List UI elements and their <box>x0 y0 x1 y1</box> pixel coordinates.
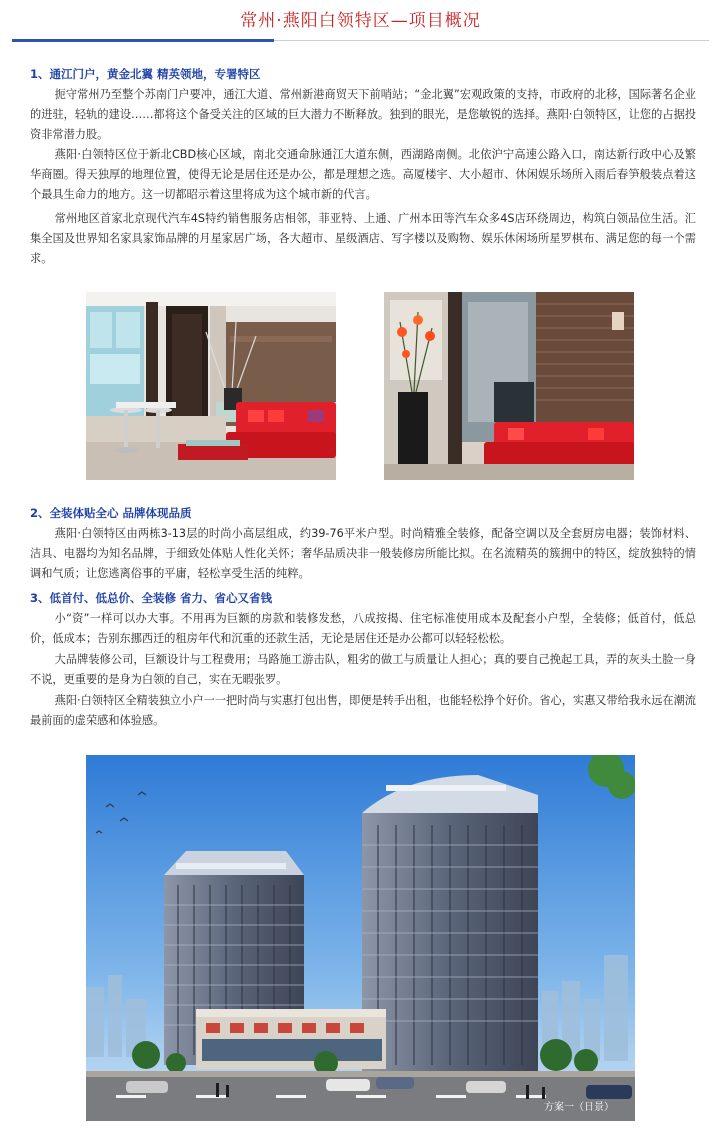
section-heading-2: 2、全装体贴全心 品牌体现品质 <box>30 506 192 520</box>
building-exterior-rendering <box>86 755 635 1121</box>
section-1-paragraph-2: 燕阳·白领特区位于新北CBD核心区域，南北交通命脉通江大道东侧，西湖路南侧。北依沪宁高速公路入口，南达新行政中心及繁华商圈。得天独厚的地理位置，使得无论是居住还是办公，都是理想之选。高厦楼宇、大小超市、休闲娱乐场所入雨后春笋般装点着这个最具生命力的地方。这一切都昭示着这里将成为这个城市新的代言。 <box>30 148 696 201</box>
interior-living-room-photo <box>86 292 336 480</box>
interior-lounge-photo <box>384 292 634 480</box>
section-heading-1: 1、通江门户，黄金北翼 精英领地，专署特区 <box>30 67 261 81</box>
section-1-paragraph-1: 扼守常州乃至整个苏南门户要冲，通江大道、常州新港商贸天下前哨站；“金北翼”宏观政策的支持，市政府的北移，国际著名企业的进驻，轻轨的建设……都将这个备受关注的区域的巨大潜力不断释放。独到的眼光，是您敏锐的选择。燕阳·白领特区，让您的占据投资非常潜力股。 <box>30 88 696 141</box>
title-bar <box>0 0 721 44</box>
page-title: 常州·燕阳白领特区—项目概况 <box>240 11 481 31</box>
section-heading-3: 3、低首付、低总价、全装修 省力、省心又省钱 <box>30 591 273 605</box>
section-2-paragraph-1: 燕阳·白领特区由两栋3-13层的时尚小高层组成，约39-76平米户型。时尚精雅全装修，配备空调以及全套厨房电器；装饰材料、洁具、电器均为知名品牌，于细致处体贴人性化关怀；奢华品质决非一般装修房所能比拟。在名流精英的簇拥中的特区，绽放独特的情调和气质；让您逃离俗事的平庸，轻松享受生活的纯粹。 <box>30 527 696 580</box>
section-3-paragraph-2: 大品牌装修公司，巨额设计与工程费用；马路施工游击队，粗劣的做工与质量让人担心；真的要自己挽起工具，弄的灰头土脸一身不说，更重要的是身为白领的自己，实在无暇张罗。 <box>30 653 696 686</box>
section-3-paragraph-1: 小“资”一样可以办大事。不用再为巨额的房款和装修发愁，八成按揭、住宅标准使用成本及配套小户型，全装修；低首付，低总价，低成本；告别东挪西迁的租房年代和沉重的还款生活，无论是居住还是办公都可以轻轻松松。 <box>30 612 696 645</box>
title-divider-accent <box>12 39 274 42</box>
rendering-caption: 方案一（日景） <box>544 1102 614 1113</box>
section-3-paragraph-3: 燕阳·白领特区全精装独立小户一一把时尚与实惠打包出售，即便是转手出租，也能轻松挣个好价。省心，实惠又带给我永远在潮流最前面的虚荣感和体验感。 <box>30 694 696 727</box>
section-1-paragraph-3: 常州地区首家北京现代汽车4S特约销售服务店相邻，菲亚特、上通、广州本田等汽车众多4S店环绕周边，构筑白领品位生活。汇集全国及世界知名家具家饰品牌的月星家居广场，各大超市、星级酒店、写字楼以及购物、娱乐休闲场所星罗棋布、满足您的每一个需求。 <box>30 212 696 265</box>
